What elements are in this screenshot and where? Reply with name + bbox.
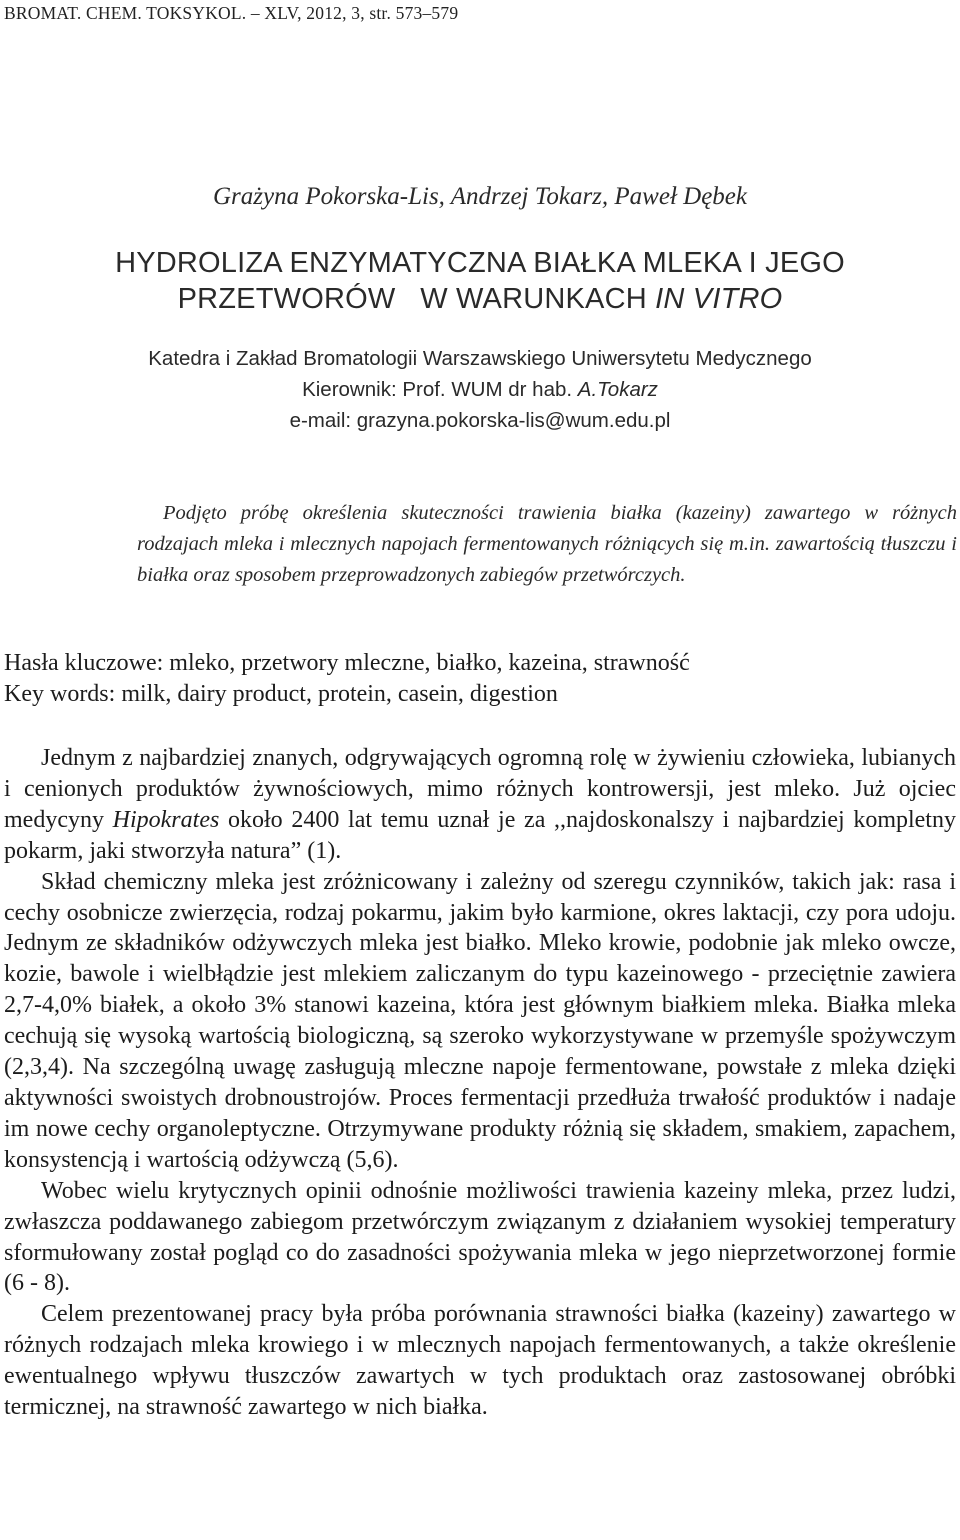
head-label: Kierownik: Prof. WUM dr hab. xyxy=(302,378,578,401)
p1-text-a: Jednym z najbardziej znanych, odgrywających ogromną rolę w żywieniu człowieka, lubianych i cenionych produktów żywnościowych, mimo różnych kontrowersji, jest mleko. Już ojciec medycyny xyxy=(4,745,956,833)
affiliation-department: Katedra i Zakład Bromatologii Warszawskiego Uniwersytetu Medycznego xyxy=(148,347,812,370)
article-title-line-1: HYDROLIZA ENZYMATYCZNA BIAŁKA MLEKA I JEGO xyxy=(115,247,845,279)
p1-text-b: około 2400 lat temu uznał je za ,,najdoskonalszy i najbardziej kompletny pokarm, jaki stworzyła natura” (1). xyxy=(4,806,956,864)
keywords-english: Key words: milk, dairy product, protein, casein, digestion xyxy=(4,681,558,707)
article-title-line-2 xyxy=(0,283,960,316)
contact-email: e-mail: grazyna.pokorska-lis@wum.edu.pl xyxy=(289,409,671,432)
body-paragraph-3: Wobec wielu krytycznych opinii odnośnie możliwości trawienia kazeiny mleka, przez ludzi, zwłaszcza poddawanego zabiegom przetwórczym związanym z działaniem wysokiej temperatury sformułowany został pogląd co do zasadności spożywania mleka w jego nieprzetworzonej formie (6 - 8). xyxy=(4,1177,956,1297)
affiliation-head xyxy=(0,378,960,402)
head-name: A.Tokarz xyxy=(577,378,658,401)
abstract xyxy=(137,498,957,591)
body-paragraph-2: Skład chemiczny mleka jest zróżnicowany i zależny od szeregu czynników, takich jak: rasa i cechy osobnicze zwierzęcia, rodzaj pokarmu, jakim było karmione, okres laktacji, czy pora udoju. Jednym ze składników odżywczych mleka jest białko. Mleko krowie, podobnie jak mleko owcze, kozie, bawole i wielbłądzie jest mlekiem zaliczanym do typu kazeinowego - przeciętnie zawiera 2,7-4,0% białek, a około 3% stanowi kazeina, która jest głównym białkiem mleka. Białka mleka cechują się wysoką wartością biologiczną, są szeroko wykorzystywane w przemyśle spożywczym (2,3,4). Na szczególną uwagę zasługują mleczne napoje fermentowane, powstałe z mleka dzięki aktywności swoistych drobnoustrojów. Proces fermentacji przedłuża trwałość produktów i nadaje im nowe cechy organoleptyczne. Otrzymywane produkty różnią się składem, smakiem, zapachem, konsystencją i wartością odżywczą (5,6). xyxy=(4,868,956,1173)
journal-header: BROMAT. CHEM. TOKSYKOL. – XLV, 2012, 3, str. 573–579 xyxy=(4,3,459,23)
title-in-vitro: IN VITRO xyxy=(655,283,783,315)
article-body xyxy=(4,743,956,1423)
abstract-text: Podjęto próbę określenia skuteczności trawienia białka (kazeiny) zawartego w różnych rodzajach mleka i mlecznych napojach fermentowanych różniących się m.in. zawartością tłuszczu i białka oraz sposobem przeprowadzonych zabiegów przetwórczych. xyxy=(137,502,957,586)
title-line-2-text: PRZETWORÓW W WARUNKACH xyxy=(177,283,656,315)
keywords-polish: Hasła kluczowe: mleko, przetwory mleczne, białko, kazeina, strawność xyxy=(4,650,690,676)
authors: Grażyna Pokorska-Lis, Andrzej Tokarz, Paweł Dębek xyxy=(213,183,747,210)
body-paragraph-4: Celem prezentowanej pracy była próba porównania strawności białka (kazeiny) zawartego w różnych rodzajach mleka krowiego i w mlecznych napojach fermentowanych, a także określenie ewentualnego wpływu tłuszczów zawartych w tych produktach oraz zastosowanej obróbki termicznej, na strawność zawartego w nich białka. xyxy=(4,1301,956,1421)
p1-hipokrates: Hipokrates xyxy=(112,806,220,833)
body-paragraph-1 xyxy=(4,743,956,867)
